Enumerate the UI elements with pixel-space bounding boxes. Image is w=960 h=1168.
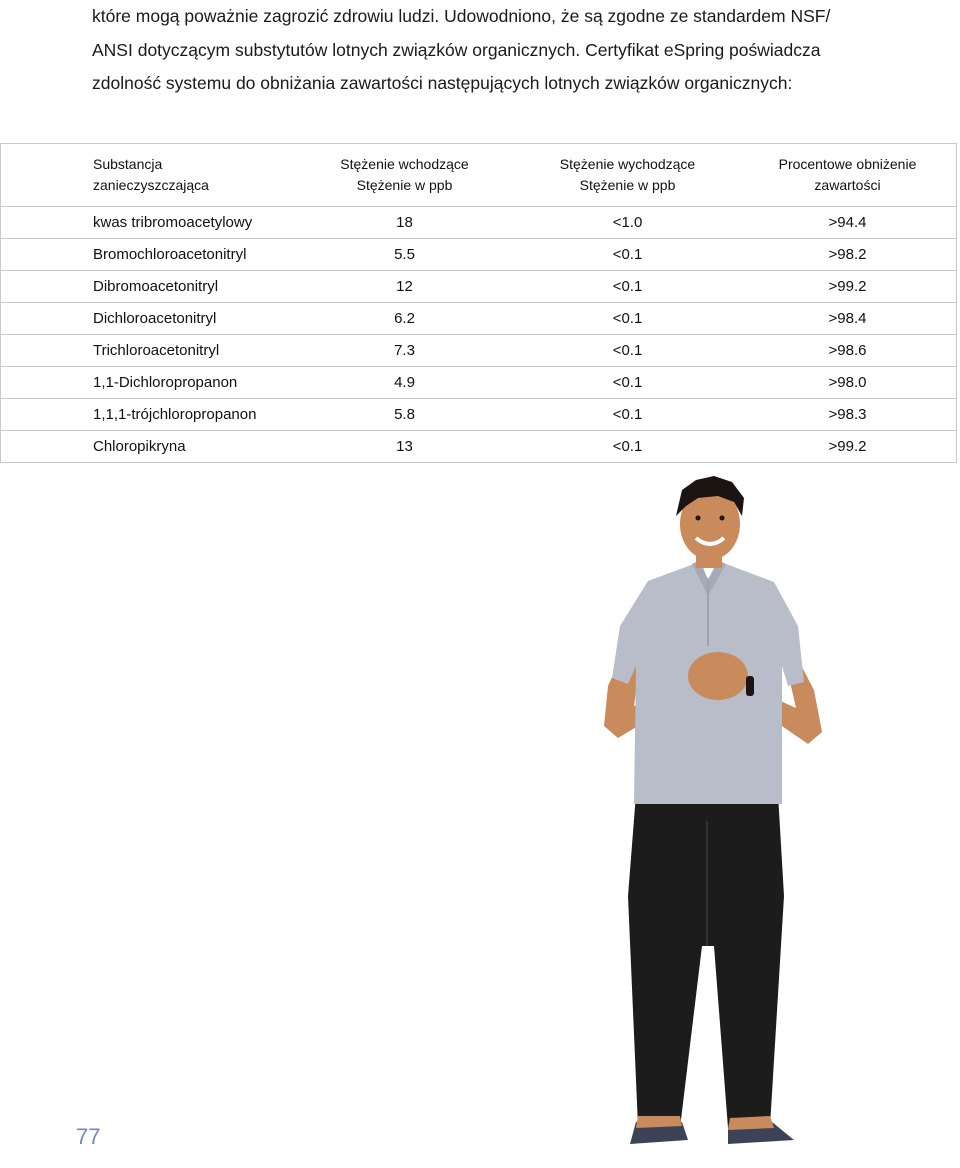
intro-line: ANSI dotyczącym substytutów lotnych związków organicznych. Certyfikat eSpring poświadcza [92,39,821,60]
cell-effluent: <0.1 [516,399,739,431]
cell-effluent: <0.1 [516,303,739,335]
table-body [1,207,956,463]
clasped-hands [688,652,748,700]
header-line: Stężenie w ppb [579,177,676,193]
intro-line: zdolność systemu do obniżania zawartości następujących lotnych związków organicznych: [92,73,793,93]
page-number: 77 [76,1124,101,1149]
cell-influent: 13 [396,438,413,455]
man-photo [578,476,838,1166]
table-header [1,144,956,207]
header-influent [293,144,516,207]
header-line: Procentowe obniżenie [778,156,917,172]
header-line: Substancja [93,156,163,172]
cell-substance: Trichloroacetonitryl [1,335,293,367]
cell-substance: kwas tribromoacetylowy [1,207,293,239]
cell-effluent: <1.0 [516,207,739,239]
cell-reduction: >98.3 [739,399,956,431]
cell-substance: Dichloroacetonitryl [1,303,293,335]
table-row [1,239,956,271]
cell-reduction: >98.6 [739,335,956,367]
right-foot [728,1116,774,1130]
table-row [1,431,956,463]
cell-effluent: <0.1 [516,239,739,271]
cell-effluent: <0.1 [516,271,739,303]
header-line: zanieczyszczająca [93,177,209,193]
intro-line: które mogą poważnie zagrozić zdrowiu ludzi. Udowodniono, że są zgodne ze standardem NSF/ [92,6,831,26]
header-line: zawartości [814,177,881,193]
cell-substance: Bromochloroacetonitryl [1,239,293,271]
header-substance [1,144,293,207]
left-eye [696,516,701,521]
cell-substance: Chloropikryna [93,438,186,455]
cell-influent: 5.5 [293,239,516,271]
cell-influent: 18 [293,207,516,239]
cell-effluent: <0.1 [516,367,739,399]
cell-substance: Dibromoacetonitryl [1,271,293,303]
cell-reduction: >98.0 [739,367,956,399]
cell-reduction: >99.2 [739,271,956,303]
cell-influent: 4.9 [293,367,516,399]
cell-influent: 6.2 [293,303,516,335]
cell-influent: 12 [293,271,516,303]
table-row [1,399,956,431]
cell-substance: 1,1,1-trójchloropropanon [1,399,293,431]
table-row [1,367,956,399]
table-row [1,303,956,335]
wristband [746,676,754,696]
table-row [1,207,956,239]
header-line: Stężenie wychodzące [559,156,696,172]
cell-effluent: <0.1 [516,335,739,367]
header-line: Stężenie w ppb [356,177,453,193]
cell-reduction: >98.4 [739,303,956,335]
cell-reduction: >98.2 [739,239,956,271]
voc-reduction-table [0,143,957,463]
cell-substance: 1,1-Dichloropropanon [1,367,293,399]
table-row [1,271,956,303]
header-reduction [739,144,956,207]
table-row [1,335,956,367]
header-row [1,144,956,207]
cell-reduction: >94.4 [739,207,956,239]
right-eye [720,516,725,521]
cell-influent: 7.3 [293,335,516,367]
cell-influent: 5.8 [293,399,516,431]
header-line: Stężenie wchodzące [340,156,469,172]
cell-reduction: >99.2 [828,438,867,455]
intro-paragraph [92,0,912,101]
header-effluent [516,144,739,207]
data-table [1,144,956,462]
cell-effluent: <0.1 [612,438,643,455]
left-foot [636,1116,682,1128]
